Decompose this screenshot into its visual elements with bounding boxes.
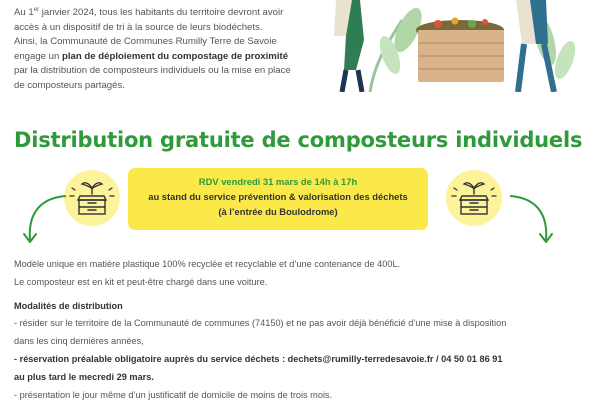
condition-residence: - résider sur le territoire de la Communauté de communes (74150) et ne pas avoir déjà bénéficié d’une mise à disposition (14, 318, 507, 329)
composter-badge-left (64, 170, 120, 226)
condition-reservation-deadline: au plus tard le mecredi 29 mars. (14, 371, 154, 382)
intro-line-1: Au 1er janvier 2024, tous les habitants du territoire devront avoir (14, 6, 284, 18)
people-composting-illustration (330, 0, 600, 92)
composter-bin-icon (446, 170, 502, 226)
rdv-highlight-box (128, 168, 428, 230)
intro-paragraph (14, 6, 314, 93)
rdv-location: au stand du service prévention & valorisation des déchets (148, 191, 408, 202)
condition-proof: - présentation le jour même d’un justificatif de domicile de moins de trois mois. (14, 389, 333, 400)
condition-reservation: - réservation préalable obligatoire auprès du service déchets : dechets@rumilly-terredesavoie.fr / 04 50 01 86 91 (14, 353, 503, 364)
product-description: Modèle unique en matière plastique 100% recyclée et recyclable et d’une contenance de 400L. (14, 259, 401, 269)
intro-line-6: de composteurs partagés. (14, 79, 125, 91)
product-kit-note: Le composteur est en kit et peut-être chargé dans une voiture. (14, 276, 268, 287)
modalites-title: Modalités de distribution (14, 300, 123, 311)
composter-bin-icon (64, 170, 120, 226)
intro-line-3: Ainsi, la Communauté de Communes Rumilly Terre de Savoie (14, 36, 277, 47)
intro-line-5: par la distribution de composteurs individuels ou la mise en place (14, 65, 291, 76)
details-section (14, 256, 594, 400)
composter-badge-right (446, 170, 502, 226)
condition-residence-cont: dans les cinq dernières années, (14, 336, 144, 347)
intro-line-2: accès à un dispositif de tri à la source de leurs biodéchets. (14, 21, 263, 33)
rdv-location-detail: (à l’entrée du Boulodrome) (218, 206, 338, 217)
arrow-down-curved-icon (506, 192, 556, 248)
arrow-down-curved-icon (20, 192, 70, 248)
rdv-date: RDV vendredi 31 mars de 14h à 17h (198, 176, 358, 187)
page-headline: Distribution gratuite de composteurs individuels (14, 128, 583, 152)
intro-line-4: engage un plan de déploiement du compostage de proximité (14, 50, 289, 62)
